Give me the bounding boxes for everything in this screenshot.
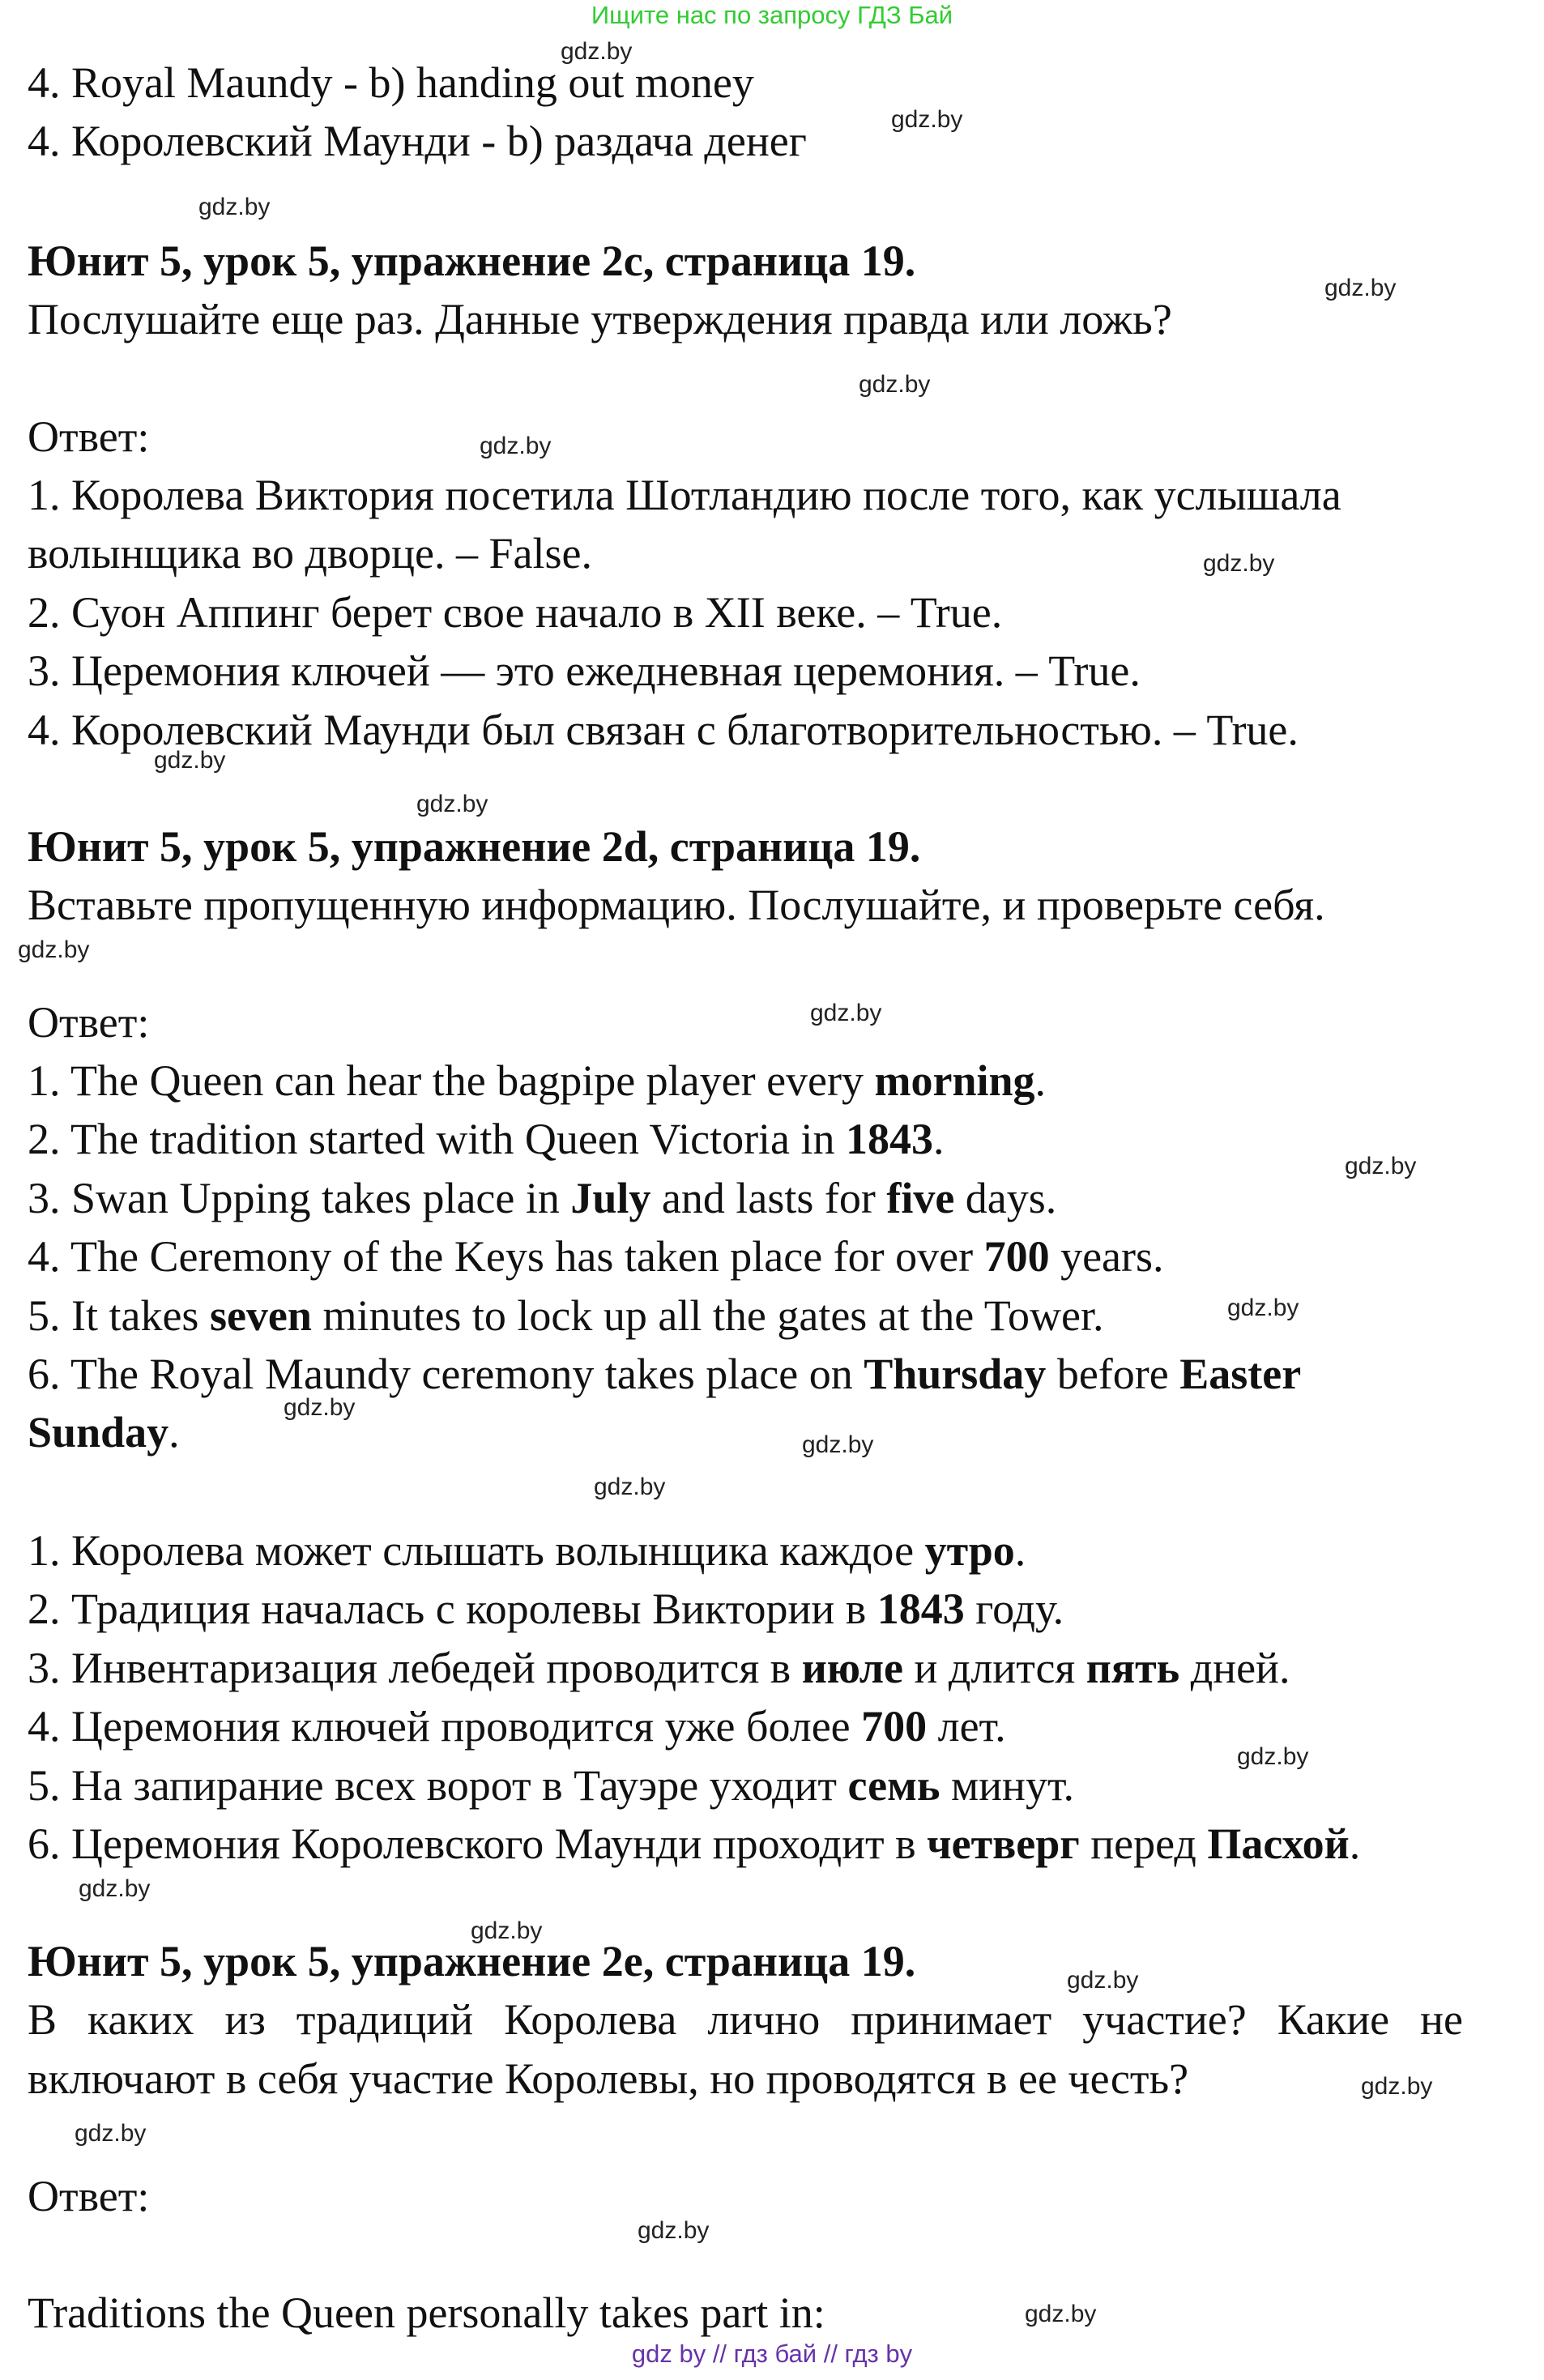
watermark: gdz.by	[594, 1474, 666, 1500]
watermark: gdz.by	[284, 1394, 356, 1421]
answer-label-2c: Ответ:	[28, 412, 150, 461]
answer-2d-en-item6: 6. The Royal Maundy ceremony takes place on Thursday before Easter Sunday.	[28, 1350, 1302, 1457]
heading-2e: Юнит 5, урок 5, упражнение 2e, страница 19.	[28, 1937, 916, 1985]
task-2d: Вставьте пропущенную информацию. Послушайте, и проверьте себя.	[28, 881, 1325, 929]
heading-2c: Юнит 5, урок 5, упражнение 2c, страница 19.	[28, 237, 916, 285]
watermark: gdz.by	[1345, 1153, 1417, 1179]
answer-2c-item3: 3. Церемония ключей — это ежедневная церемония. – True.	[28, 646, 1141, 695]
answer-label-2d: Ответ:	[28, 998, 150, 1047]
watermark: gdz.by	[154, 747, 226, 774]
top-banner-link[interactable]: Ищите нас по запросу ГДЗ Бай	[591, 1, 953, 29]
watermark: gdz.by	[471, 1917, 543, 1944]
watermark: gdz.by	[198, 194, 271, 220]
answer-2d-en-item3: 3. Swan Upping takes place in July and lasts for five days.	[28, 1174, 1057, 1222]
answer-label-2e: Ответ:	[28, 2172, 150, 2220]
watermark: gdz.by	[1025, 2301, 1097, 2327]
answer-2d-ru-item4: 4. Церемония ключей проводится уже более 700 лет.	[28, 1702, 1006, 1751]
answer-2d-ru-item2: 2. Традиция началась с королевы Виктории в 1843 году.	[28, 1585, 1064, 1633]
watermark: gdz.by	[75, 2120, 147, 2147]
watermark: gdz.by	[416, 791, 488, 817]
answer-2d-en-item4: 4. The Ceremony of the Keys has taken place for over 700 years.	[28, 1232, 1164, 1281]
watermark: gdz.by	[18, 936, 90, 963]
task-2e-line1: В каких из традиций Королева лично принимает участие? Какие не	[28, 1995, 1463, 2044]
watermark: gdz.by	[561, 38, 633, 65]
watermark: gdz.by	[1227, 1294, 1299, 1321]
watermark: gdz.by	[1203, 550, 1275, 577]
heading-2d: Юнит 5, урок 5, упражнение 2d, страница 19.	[28, 822, 921, 871]
answer-2d-ru-item3: 3. Инвентаризация лебедей проводится в июле и длится пять дней.	[28, 1644, 1290, 1692]
watermark: gdz.by	[1324, 275, 1397, 301]
answer-2d-ru-item5: 5. На запирание всех ворот в Тауэре уходит семь минут.	[28, 1761, 1074, 1810]
intro-line-en: 4. Royal Maundy - b) handing out money	[28, 58, 754, 107]
answer-2c-item4: 4. Королевский Маунди был связан с благотворительностью. – True.	[28, 706, 1299, 754]
traditions-label: Traditions the Queen personally takes part in:	[28, 2288, 825, 2337]
answer-2d-en-item2: 2. The tradition started with Queen Victoria in 1843.	[28, 1115, 945, 1163]
watermark: gdz.by	[1237, 1743, 1309, 1770]
answer-2c-item2: 2. Суон Аппинг берет свое начало в XII веке. – True.	[28, 588, 1003, 637]
watermark: gdz.by	[79, 1875, 151, 1902]
watermark: gdz.by	[638, 2217, 710, 2244]
watermark: gdz.by	[802, 1431, 874, 1458]
answer-2d-ru-item6: 6. Церемония Королевского Маунди проходит в четверг перед Пасхой.	[28, 1819, 1361, 1868]
watermark: gdz.by	[480, 433, 552, 459]
task-2e-line2: включают в себя участие Королевы, но проводятся в ее честь?	[28, 2054, 1189, 2103]
answer-2d-en-item5: 5. It takes seven minutes to lock up all the gates at the Tower.	[28, 1291, 1104, 1340]
intro-line-ru: 4. Королевский Маунди - b) раздача денег	[28, 117, 807, 165]
answer-2c-item1-line2: волынщика во дворце. – False.	[28, 529, 592, 578]
watermark: gdz.by	[810, 1000, 882, 1026]
watermark: gdz.by	[891, 106, 963, 133]
answer-2d-en-item1: 1. The Queen can hear the bagpipe player every morning.	[28, 1056, 1047, 1105]
answer-2c-item1-line1: 1. Королева Виктория посетила Шотландию после того, как услышала	[28, 471, 1341, 519]
task-2c: Послушайте еще раз. Данные утверждения правда или ложь?	[28, 295, 1172, 343]
watermark: gdz.by	[859, 371, 931, 398]
bottom-banner-link[interactable]: gdz by // гдз бай // гдз by	[631, 2339, 913, 2368]
answer-2d-ru-item1: 1. Королева может слышать волынщика каждое утро.	[28, 1526, 1026, 1575]
watermark: gdz.by	[1067, 1967, 1139, 1994]
watermark: gdz.by	[1361, 2073, 1433, 2100]
